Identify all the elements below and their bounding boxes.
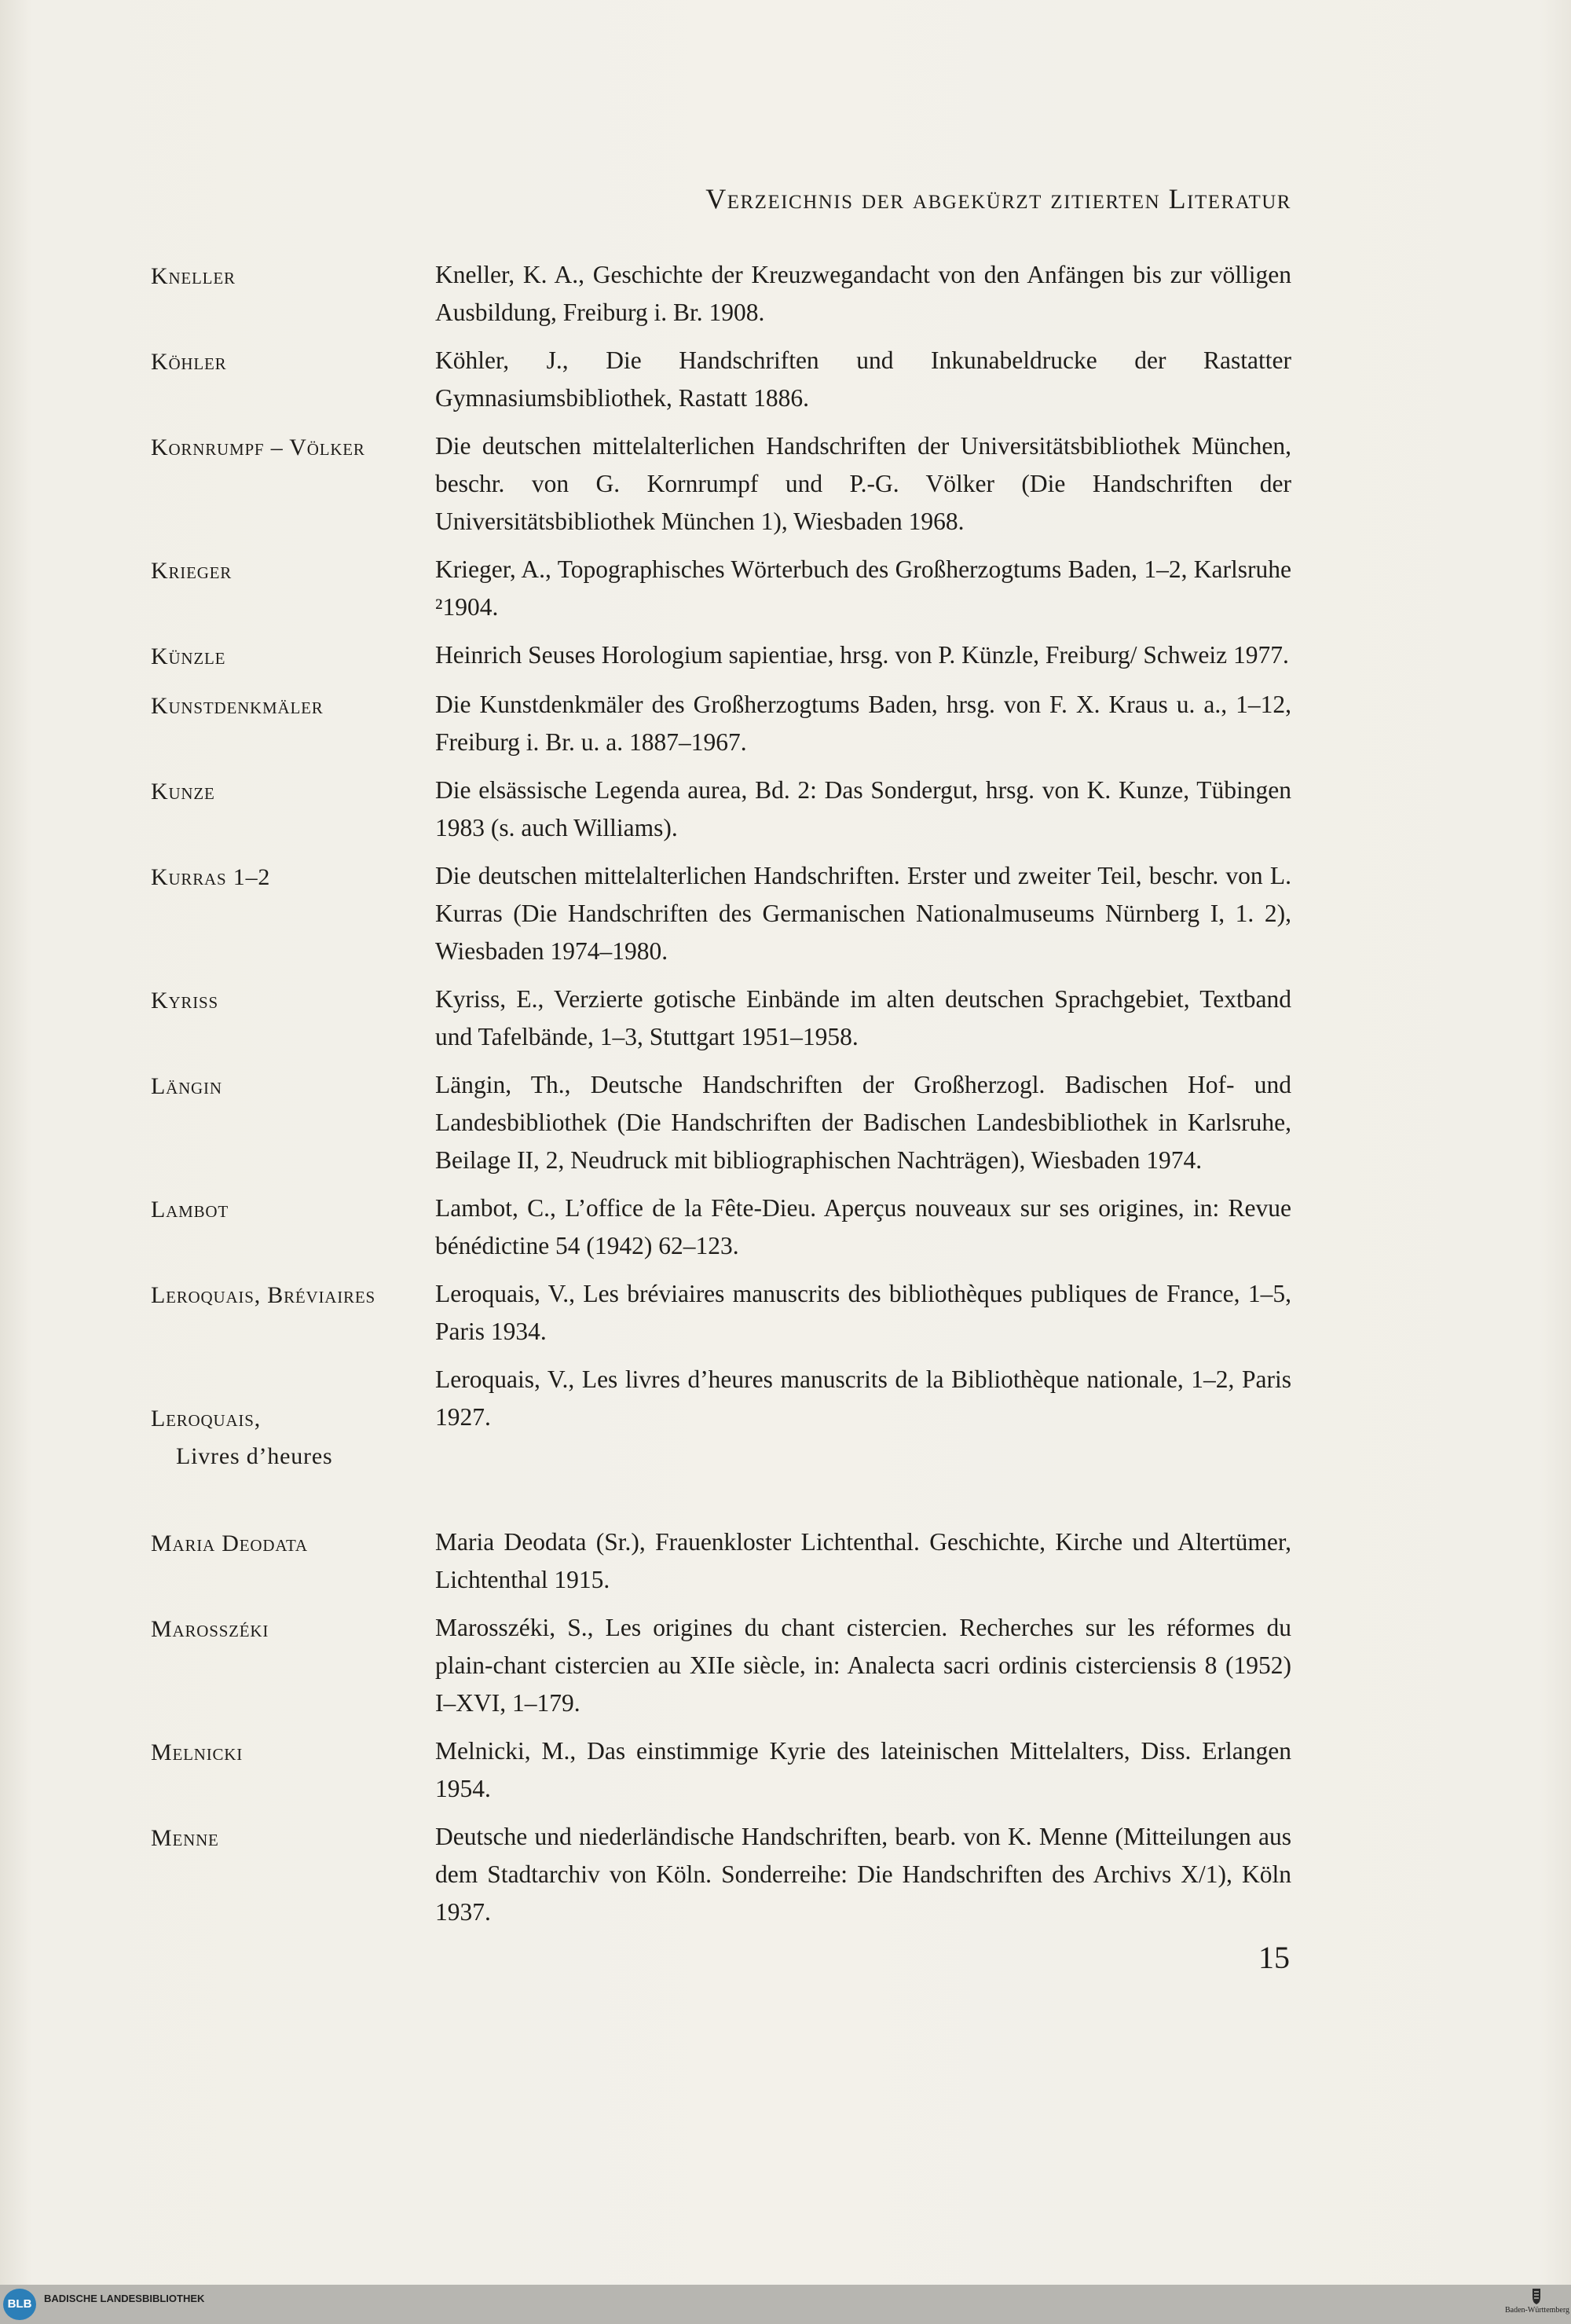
entry-abbreviation: Kunstdenkmäler — [151, 693, 324, 719]
entry-citation: Melnicki, M., Das einstimmige Kyrie des lateinischen Mittelalters, Diss. Erlangen 1954. — [435, 1737, 1291, 1802]
bibliography-entry — [151, 256, 1291, 332]
bibliography-entry — [151, 1275, 1291, 1351]
bibliography-entry — [151, 1609, 1291, 1722]
entry-abbreviation: Leroquais, Bréviaires — [151, 1282, 375, 1308]
entry-citation: Die deutschen mittelalterlichen Handschriften der Universitätsbibliothek München, beschr. von G. Kornrumpf und P.-G. Völker (Die Handschriften der Universitätsbibliothek München 1), Wiesbaden 1968. — [435, 432, 1291, 535]
entry-abbreviation: Krieger — [151, 558, 233, 584]
bibliography-entry — [151, 551, 1291, 626]
entry-citation: Krieger, A., Topographisches Wörterbuch des Großherzogtums Baden, 1–2, Karlsruhe ²1904. — [435, 555, 1291, 621]
entry-abbreviation — [151, 1361, 435, 1513]
entry-abbreviation-main: Leroquais, — [151, 1406, 261, 1431]
bibliography-entry — [151, 686, 1291, 761]
entry-abbreviation: Marosszéki — [151, 1616, 269, 1642]
library-name: BADISCHE LANDESBIBLIOTHEK — [44, 2293, 205, 2304]
entry-citation: Längin, Th., Deutsche Handschriften der Großherzogl. Badischen Hof- und Landesbibliothek (Die Handschriften der Badischen Landesbibliothek in Karlsruhe, Beilage II, 2, Neudruck mit bibliographischen Nachträgen), Wiesbaden 1974. — [435, 1071, 1291, 1174]
entry-citation: Maria Deodata (Sr.), Frauenkloster Lichtenthal. Geschichte, Kirche und Altertümer, Lichtenthal 1915. — [435, 1528, 1291, 1593]
entry-citation: Die Kunstdenkmäler des Großherzogtums Baden, hrsg. von F. X. Kraus u. a., 1–12, Freiburg i. Br. u. a. 1887–1967. — [435, 691, 1291, 756]
entry-abbreviation: Kunze — [151, 779, 215, 805]
entry-citation: Marosszéki, S., Les origines du chant cistercien. Recherches sur les réformes du plain-chant cistercien au XIIe siècle, in: Analecta sacri ordinis cisterciensis 8 (1952) I–XVI, 1–179. — [435, 1614, 1291, 1717]
entry-abbreviation: Köhler — [151, 349, 227, 375]
bibliography-entry — [151, 1361, 1291, 1513]
bibliography-entry — [151, 772, 1291, 847]
entry-citation: Die deutschen mittelalterlichen Handschriften. Erster und zweiter Teil, beschr. von L. Kurras (Die Handschriften des Germanischen Nationalmuseums Nürnberg I, 1. 2), Wiesbaden 1974–1980. — [435, 862, 1291, 965]
running-head: Verzeichnis der abgekürzt zitierten Literatur — [705, 183, 1291, 214]
page-number: 15 — [1258, 1940, 1290, 1975]
entry-abbreviation: Maria Deodata — [151, 1530, 308, 1556]
entry-abbreviation: Kyriss — [151, 988, 218, 1014]
entry-abbreviation: Kneller — [151, 263, 236, 289]
entry-citation: Leroquais, V., Les bréviaires manuscrits des bibliothèques publiques de France, 1–5, Paris 1934. — [435, 1280, 1291, 1345]
entry-citation: Köhler, J., Die Handschriften und Inkunabeldrucke der Rastatter Gymnasiumsbibliothek, Rastatt 1886. — [435, 346, 1291, 412]
entry-abbreviation: Kurras 1–2 — [151, 864, 271, 890]
entry-citation: Heinrich Seuses Horologium sapientiae, hrsg. von P. Künzle, Freiburg/ Schweiz 1977. — [435, 641, 1289, 669]
entry-citation: Deutsche und niederländische Handschriften, bearb. von K. Menne (Mitteilungen aus dem Stadtarchiv von Köln. Sonderreihe: Die Handschriften des Archivs X/1), Köln 1937. — [435, 1823, 1291, 1926]
entry-abbreviation: Künzle — [151, 643, 226, 669]
entry-abbreviation: Längin — [151, 1073, 222, 1099]
bibliography-entry — [151, 981, 1291, 1056]
baden-wuerttemberg-logo — [1505, 2287, 1568, 2315]
bibliography-entry — [151, 342, 1291, 417]
bibliography-entry — [151, 1523, 1291, 1599]
entry-abbreviation: Menne — [151, 1825, 219, 1851]
bibliography-entry — [151, 1732, 1291, 1808]
blb-logo-icon[interactable]: BLB — [3, 2289, 36, 2320]
entry-citation: Leroquais, V., Les livres d’heures manuscrits de la Bibliothèque nationale, 1–2, Paris 1927. — [435, 1365, 1291, 1431]
coat-of-arms-icon — [1530, 2287, 1543, 2306]
entry-abbreviation: Melnicki — [151, 1739, 244, 1765]
bibliography-entry — [151, 1189, 1291, 1265]
entry-citation: Kyriss, E., Verzierte gotische Einbände im alten deutschen Sprachgebiet, Textband und Tafelbände, 1–3, Stuttgart 1951–1958. — [435, 985, 1291, 1050]
entry-abbreviation: Lambot — [151, 1197, 229, 1222]
bibliography-entry — [151, 1066, 1291, 1179]
bibliography-entry — [151, 1818, 1291, 1931]
baden-wuerttemberg-label: Baden-Württemberg — [1505, 2306, 1570, 2315]
bibliography-entry — [151, 427, 1291, 541]
entry-citation: Lambot, C., L’office de la Fête-Dieu. Aperçus nouveaux sur ses origines, in: Revue bénédictine 54 (1942) 62–123. — [435, 1194, 1291, 1259]
entry-abbreviation: Kornrumpf – Völker — [151, 434, 365, 460]
viewer-footer-bar — [0, 2285, 1571, 2324]
entry-citation: Die elsässische Legenda aurea, Bd. 2: Das Sondergut, hrsg. von K. Kunze, Tübingen 1983 (s. auch Williams). — [435, 776, 1291, 841]
bibliography-entry — [151, 857, 1291, 970]
entry-abbreviation-continuation: Livres d’heures — [176, 1443, 333, 1469]
bibliography-list — [151, 256, 1291, 1941]
bibliography-entry — [151, 636, 1291, 676]
entry-citation: Kneller, K. A., Geschichte der Kreuzwegandacht von den Anfängen bis zur völligen Ausbildung, Freiburg i. Br. 1908. — [435, 261, 1291, 326]
